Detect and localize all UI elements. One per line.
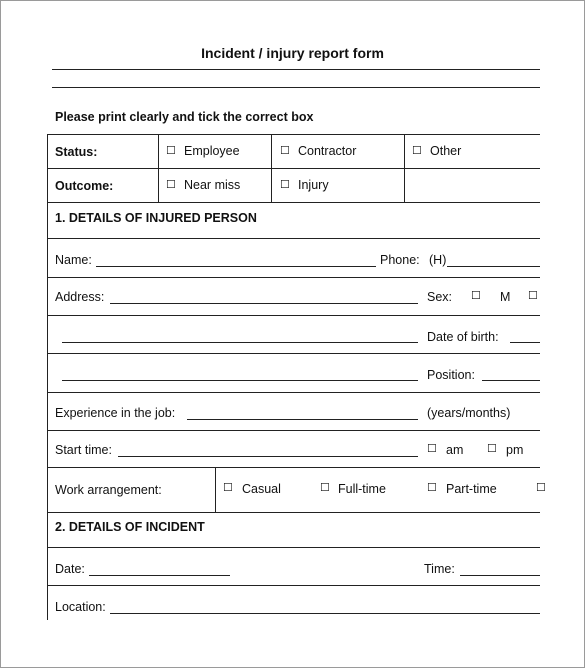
address-field[interactable]: [110, 303, 418, 304]
position-label: Position:: [427, 368, 475, 382]
position-field[interactable]: [482, 380, 540, 381]
row-divider: [47, 392, 540, 393]
row-divider: [47, 238, 540, 239]
status-label: Status:: [55, 145, 98, 159]
checkbox-icon[interactable]: ☐: [280, 179, 290, 191]
row-divider: [47, 467, 540, 468]
checkbox-icon[interactable]: ☐: [427, 443, 437, 455]
checkbox-icon[interactable]: ☐: [427, 482, 437, 494]
checkbox-icon[interactable]: ☐: [528, 290, 538, 302]
row-divider: [47, 512, 540, 513]
checkbox-icon[interactable]: ☐: [280, 145, 290, 157]
phone-label: Phone:: [380, 253, 420, 267]
experience-label: Experience in the job:: [55, 406, 176, 420]
col-divider: [271, 134, 272, 202]
sex-option-m: M: [500, 290, 511, 304]
name-label: Name:: [55, 253, 92, 267]
outcome-option-injury: Injury: [298, 178, 329, 192]
checkbox-icon[interactable]: ☐: [471, 290, 481, 302]
phone-home-label: (H): [429, 253, 447, 267]
row-divider: [47, 168, 540, 169]
name-field[interactable]: [96, 266, 376, 267]
row-divider: [47, 315, 540, 316]
work-arrangement-label: Work arrangement:: [55, 483, 162, 497]
row-divider: [47, 585, 540, 586]
date-field[interactable]: [89, 575, 230, 576]
row-divider: [47, 202, 540, 203]
status-option-other: Other: [430, 144, 462, 158]
work-option-casual: Casual: [242, 482, 281, 496]
outcome-label: Outcome:: [55, 179, 114, 193]
row-divider: [47, 353, 540, 354]
am-option: am: [446, 443, 464, 457]
col-divider: [215, 467, 216, 512]
location-label: Location:: [55, 600, 106, 614]
title-rule: [52, 69, 540, 70]
dob-label: Date of birth:: [427, 330, 499, 344]
table-top-border: [47, 134, 540, 135]
date-label: Date:: [55, 562, 85, 576]
checkbox-icon[interactable]: ☐: [166, 179, 176, 191]
time-field[interactable]: [460, 575, 540, 576]
outcome-option-near-miss: Near miss: [184, 178, 241, 192]
start-time-label: Start time:: [55, 443, 112, 457]
experience-field[interactable]: [187, 419, 418, 420]
dob-field[interactable]: [510, 342, 540, 343]
address-field-line-2[interactable]: [62, 342, 418, 343]
col-divider: [404, 134, 405, 202]
status-option-employee: Employee: [184, 144, 240, 158]
location-field[interactable]: [110, 613, 540, 614]
phone-field[interactable]: [447, 266, 540, 267]
work-option-part-time: Part-time: [446, 482, 497, 496]
sex-label: Sex:: [427, 290, 453, 304]
pm-option: pm: [506, 443, 524, 457]
form-title: Incident / injury report form: [201, 45, 384, 61]
work-option-full-time: Full-time: [338, 482, 386, 496]
checkbox-icon[interactable]: ☐: [487, 443, 497, 455]
section-1-heading: 1. DETAILS OF INJURED PERSON: [55, 211, 257, 225]
checkbox-icon[interactable]: ☐: [320, 482, 330, 494]
section-2-heading: 2. DETAILS OF INCIDENT: [55, 520, 205, 534]
col-divider: [158, 134, 159, 202]
checkbox-icon[interactable]: ☐: [412, 145, 422, 157]
time-label: Time:: [424, 562, 455, 576]
row-divider: [47, 277, 540, 278]
address-field-line-3[interactable]: [62, 380, 418, 381]
checkbox-icon[interactable]: ☐: [223, 482, 233, 494]
title-rule-2: [52, 87, 540, 88]
status-option-contractor: Contractor: [298, 144, 357, 158]
checkbox-icon[interactable]: ☐: [536, 482, 546, 494]
address-label: Address:: [55, 290, 105, 304]
start-time-field[interactable]: [118, 456, 418, 457]
instruction-text: Please print clearly and tick the correct box: [55, 110, 314, 124]
row-divider: [47, 547, 540, 548]
checkbox-icon[interactable]: ☐: [166, 145, 176, 157]
row-divider: [47, 430, 540, 431]
experience-unit: (years/months): [427, 406, 511, 420]
